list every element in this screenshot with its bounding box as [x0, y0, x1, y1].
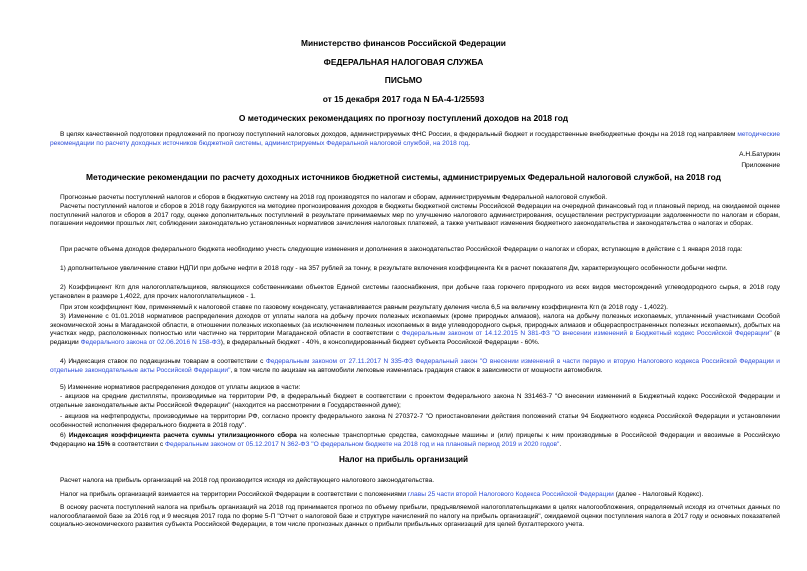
paragraph-1: Прогнозные расчеты поступлений налогов и сборов в бюджетную систему на 2018 год производятся по налогам и сборам, администрируемым Федеральной налоговой службой. [60, 194, 608, 201]
recommendations-link[interactable]: методические рекомендации по расчету доходных источников бюджетной системы, администрируемых Федеральной налоговой службой, на 2018 год [50, 131, 780, 147]
date-number-heading: от 15 декабря 2017 года N БА-4-1/25593 [322, 94, 485, 104]
law-362-link[interactable]: Федеральным законом от 05.12.2017 N 362-ФЗ "О федеральном бюджете на 2018 год и на плановый период 2019 и 2020 годов" [165, 440, 560, 448]
paragraph-10: - акцизов на средние дистилляты, производимые на территории РФ, в федеральный бюджет в соответствии с проектом Федерального закона N 331463-7 "О внесении изменений в Бюджетный кодекс Российской Федерации и отдельные законодательные акты Российской Федерации" (находится на рассмотрении в Государственной думе); [50, 393, 780, 409]
paragraph-11: - акцизов на нефтепродукты, производимые на территории РФ, согласно проекту федерального закона N 270372-7 "О приостановлении действия положений статьи 94 Бюджетного кодекса Российской Федерации и установлении особенностей исполнения федерального бюджета в 2018 году". [50, 413, 780, 429]
profit-paragraph-1: Расчет налога на прибыль организаций на 2018 год производится исходя из действующего налогового законодательства. [60, 477, 435, 484]
paragraph-2: Расчеты поступлений налогов и сборов в 2018 году базируются на методике прогнозирования доходов в бюджеты бюджетной системы Российской Федерации на очередной финансовый год и плановый период, на ожидаемой оценке поступлений налогов и сборов в 2017 году, оценке дополнительных поступлений в результате принимаемых мер по улучшению налогового администрирования, осуществлении реструктуризации задолженности по налогам и сборам, погашении недоимки прошлых лет, соблюдении законодательно установленных нормативов зачисления налоговых платежей, а также учитывают изменения бюджетного законодательства и законодательства о налогах и сборах. [50, 203, 780, 227]
subject-heading: О методических рекомендациях по прогнозу поступлений доходов на 2018 год [238, 113, 569, 123]
paragraph-7: 3) Изменение с 01.01.2018 нормативов распределения доходов от уплаты налога на добычу прочих полезных ископаемых (кроме природных алмазов), налога на добычу полезных ископаемых, уплаченный участниками Особой экономической зоны в Магаданской области, в отношении полезных ископаемых (за исключением полезных ископаемых в виде углеводородного сырья, природных алмазов и общераспространенных полезных ископаемых), добытых на участках недр, расположенных полностью или частично на территории Магаданской области в соответствии с Федеральным законом от 14.12.2015 N 381-ФЗ "О внесении изменений в Бюджетный кодекс Российской Федерации" (в редакции Федерального закона от 02.06.2016 N 158-ФЗ), в федеральный бюджет - 40%, в консолидированный бюджет субъекта Российской Федерации - 60%. [50, 313, 780, 346]
profit-paragraph-2: Налог на прибыль организаций взимается на территории Российской Федерации в соответствии с положениями главы 25 части второй Налогового Кодекса Российской Федерации (далее - Налоговый Кодекс). [60, 491, 704, 498]
recommendations-title: Методические рекомендации по расчету доходных источников бюджетной системы, администрируемых Федеральной налоговой службой, на 2018 год [86, 172, 721, 182]
paragraph-12: 6) Индексация коэффициента расчета суммы утилизационного сбора на колесные транспортные средства, самоходные машины и (или) прицепы к ним производимые в Российской Федерации и ввозимые в Российскую Федерацию на 15% в соответствии с Федеральным законом от 05.12.2017 N 362-ФЗ "О федеральном бюджете на 2018 год и на плановый период 2019 и 2020 годов". [50, 432, 780, 448]
law-335-link[interactable]: Федеральным законом от 27.11.2017 N 335-ФЗ Федеральный закон "О внесении изменений в части первую и вторую Налогового кодекса Российской Федерации и отдельные законодательные акты Российской Федерации" [50, 358, 780, 374]
service-heading: ФЕДЕРАЛЬНАЯ НАЛОГОВАЯ СЛУЖБА [323, 57, 484, 67]
doc-type-heading: ПИСЬМО [384, 75, 423, 85]
paragraph-9: 5) Изменение нормативов распределения доходов от уплаты акцизов в части: [60, 384, 301, 391]
signature: А.Н.Батуркин [739, 151, 780, 158]
law-158-link[interactable]: Федерального закона от 02.06.2016 N 158-ФЗ [80, 338, 221, 346]
paragraph-3: При расчете объема доходов федерального бюджета необходимо учесть следующие изменения и дополнения в законодательство Российской Федерации о налогах и сборах, вступающие в действие с 1 января 2018 года: [60, 246, 743, 253]
appendix-label: Приложение [741, 162, 780, 169]
law-381-link[interactable]: Федеральным законом от 14.12.2015 N 381-ФЗ "О внесении изменений в Бюджетный кодекс Российской Федерации" [401, 330, 772, 337]
paragraph-4: 1) дополнительное увеличение ставки НДПИ при добыче нефти в 2018 году - на 357 рублей за тонну, в результате включения коэффициента Кк в расчет показателя Дм, характеризующего особенности добычи нефти. [60, 265, 728, 272]
paragraph-5: 2) Коэффициент Кгп для налогоплательщиков, являющихся собственниками объектов Единой системы газоснабжения, при добыче газа горючего природного из всех видов месторождений углеводородного сырья, в 2018 году установлен в размере 1,4022, для прочих налогоплательщиков - 1. [50, 284, 780, 300]
ministry-heading: Министерство финансов Российской Федерации [301, 38, 506, 48]
paragraph-8: 4) Индексация ставок по подакцизным товарам в соответствии с Федеральным законом от 27.11.2017 N 335-ФЗ Федеральный закон "О внесении изменений в части первую и вторую Налогового кодекса Российской Федерации и отдельные законодательные акты Российской Федерации", в том числе по акцизам на автомобили легковые изменилась градация ставок в зависимости от мощности автомобиля. [50, 358, 780, 374]
profit-paragraph-3: В основу расчета поступлений налога на прибыль организаций на 2018 год принимается прогноз по объему прибыли, предъявляемой налогоплательщиками в целях налогообложения, определяемый исходя из отчетных данных по налогооблагаемой базе за 2016 год и 9 месяцев 2017 года по форме 5-П "Отчет о налоговой базе и структуре начислений по налогу на прибыль организаций", ожидаемой оценки поступления налога в 2017 году и основных показателей социально-экономического развития субъекта Российской Федерации, в том числе прогнозных данных о прибыли прибыльных организаций для целей бухгалтерского учета. [50, 504, 780, 528]
intro-paragraph: В целях качественной подготовки предложений по прогнозу поступлений налоговых доходов, администрируемых ФНС России, в федеральный бюджет и государственные внебюджетные фонды на 2018 год направляем методические рекомендации по расчету доходных источников бюджетной системы, администрируемых Федеральной налоговой службой, на 2018 год. [50, 131, 780, 147]
section-profit-tax-heading: Налог на прибыль организаций [338, 455, 469, 464]
paragraph-6: При этом коэффициент Ккм, применяемый к налоговой ставке по газовому конденсату, устанавливается равным результату деления числа 6,5 на величину коэффициента Кгп (в 2018 году - 1,4022). [60, 304, 668, 311]
tax-code-chapter-25-link[interactable]: главы 25 части второй Налогового Кодекса Российской Федерации [407, 491, 614, 498]
